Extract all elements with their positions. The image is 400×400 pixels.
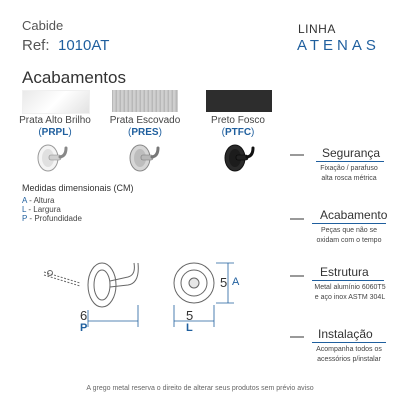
disclaimer-footer: A grego metal reserva o direito de alterar seus produtos sem prévio aviso (86, 385, 314, 392)
feature-desc-finish-line1: Peças que não se (320, 227, 378, 234)
dim-legend-l (22, 205, 61, 214)
feature-arrow-security (290, 154, 304, 156)
width-value: 5 (186, 308, 194, 323)
hook-image-pres (127, 142, 163, 174)
dim-legend-p-key: P (22, 214, 28, 223)
dim-legend-a (22, 196, 54, 205)
feature-title-security: Segurança (322, 146, 381, 160)
finish-code-prpl-text: PRPL (41, 127, 69, 138)
side-view (44, 263, 138, 307)
front-view (174, 263, 214, 303)
feature-divider-structure (312, 280, 384, 281)
screw-line (44, 272, 80, 283)
feature-arrow-finish (290, 218, 304, 220)
finish-swatch-prpl (22, 90, 90, 114)
dim-legend-a-key: A (22, 196, 27, 205)
product-name: Cabide (22, 18, 64, 33)
finish-swatch-ptfc (206, 90, 272, 112)
feature-desc-finish-line2: oxidam com o tempo (316, 237, 382, 244)
feature-divider-security (316, 161, 384, 162)
dim-legend-p-text: - Profundidade (27, 214, 82, 223)
ref-code: 1010AT (58, 37, 110, 54)
feature-desc-installation (304, 345, 394, 365)
feature-title-installation: Instalação (318, 327, 373, 341)
finish-name-pres: Prata Escovado (109, 115, 181, 126)
hook-image-prpl (35, 142, 71, 174)
feature-desc-structure (304, 283, 396, 303)
feature-divider-installation (312, 342, 386, 343)
width-dimension (174, 305, 214, 327)
depth-key: P (80, 322, 88, 334)
dim-legend-a-text: - Altura (26, 196, 55, 205)
finish-code-ptfc-text: PTFC (224, 127, 252, 138)
feature-title-finish: Acabamento (320, 208, 388, 222)
feature-desc-security-line2: alta rosca métrica (321, 175, 377, 182)
finish-code-ptfc: (PTFC) (221, 127, 255, 138)
feature-desc-installation-line1: Acompanha todos os (316, 346, 382, 353)
finish-name-prpl: Prata Alto Brilho (19, 115, 91, 126)
finish-swatch-pres (112, 90, 178, 112)
feature-desc-security-line1: Fixação / parafuso (320, 165, 378, 172)
feature-arrow-structure (290, 275, 304, 277)
dim-legend-p (22, 214, 82, 223)
feature-divider-finish (312, 223, 386, 224)
feature-arrow-installation (290, 336, 304, 338)
finish-code-pres-text: PRES (131, 127, 159, 138)
line-name: ATENAS (297, 37, 380, 54)
height-value: 5 (220, 275, 228, 290)
feature-desc-structure-line1: Metal alumínio 6060T5 (314, 284, 386, 291)
height-key: A (232, 276, 240, 288)
feature-desc-structure-line2: e aço inox ASTM 304L (314, 294, 386, 301)
hook-image-ptfc (222, 142, 258, 174)
line-label: LINHA (298, 22, 336, 36)
technical-drawing (30, 245, 260, 345)
dim-legend-l-key: L (22, 205, 27, 214)
finish-code-pres: (PRES) (128, 127, 162, 138)
dimensions-title: Medidas dimensionais (CM) (22, 183, 134, 193)
ref-label: Ref: (22, 37, 50, 54)
feature-desc-security (308, 164, 390, 184)
feature-desc-installation-line2: acessórios p/instalar (317, 356, 381, 363)
width-key: L (186, 322, 193, 334)
finish-name-ptfc: Preto Fosco (211, 115, 265, 126)
dim-legend-l-text: - Largura (26, 205, 61, 214)
finishes-title: Acabamentos (22, 68, 126, 87)
depth-dimension (88, 305, 138, 327)
feature-title-structure: Estrutura (320, 265, 369, 279)
feature-desc-finish (304, 226, 394, 246)
depth-value: 6 (80, 308, 88, 323)
finish-code-prpl: (PRPL) (38, 127, 72, 138)
